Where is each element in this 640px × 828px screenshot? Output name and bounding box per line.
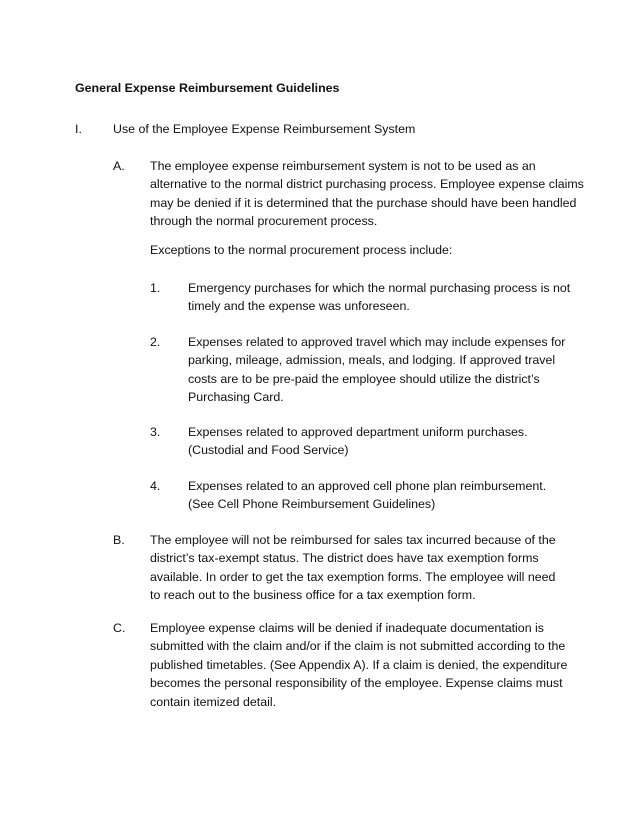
paragraph-line: The employee will not be reimbursed for sales tax incurred because of the [150,533,556,547]
list-item [188,279,570,316]
list-item-line: Expenses related to approved department uniform purchases. [188,425,528,439]
list-item-line: Expenses related to an approved cell phone plan reimbursement. [188,479,547,493]
subsection-b-marker: B. [113,533,125,547]
subsection-c-paragraph [150,619,567,711]
list-item [188,423,528,460]
document-title: General Expense Reimbursement Guidelines [75,81,340,95]
list-item-line: Emergency purchases for which the normal purchasing process is not [188,281,571,295]
list-item-line: Purchasing Card. [188,390,284,405]
paragraph-line: through the normal procurement process. [150,214,378,229]
exceptions-intro: Exceptions to the normal procurement process include: [150,243,453,257]
list-item-marker: 1. [150,281,161,295]
paragraph-line: The employee expense reimbursement system is not to be used as an [150,159,536,173]
list-item-marker: 4. [150,479,161,493]
subsection-c-marker: C. [113,621,126,635]
paragraph-line: may be denied if it is determined that the purchase should have been handled [150,195,577,210]
list-item-marker: 3. [150,425,161,439]
paragraph-line: available. In order to get the tax exemption forms. The employee will need [150,569,556,584]
subsection-a-paragraph [150,157,584,231]
section-heading: Use of the Employee Expense Reimbursement System [113,122,416,136]
paragraph-line: to reach out to the business office for a tax exemption form. [150,588,476,603]
list-item-line: Expenses related to approved travel which may include expenses for [188,335,566,349]
list-item [188,333,565,407]
list-item-line: (See Cell Phone Reimbursement Guidelines) [188,497,436,512]
subsection-b-paragraph [150,531,556,605]
list-item-line: costs are to be pre-paid the employee should utilize the district’s [188,371,540,386]
list-item-line: (Custodial and Food Service) [188,443,349,458]
subsection-a-marker: A. [113,159,125,173]
paragraph-line: submitted with the claim and/or if the claim is not submitted according to the [150,639,566,654]
paragraph-line: published timetables. (See Appendix A). If a claim is denied, the expenditure [150,657,568,672]
paragraph-line: Employee expense claims will be denied if inadequate documentation is [150,621,544,635]
list-item-marker: 2. [150,335,161,349]
list-item-line: parking, mileage, admission, meals, and lodging. If approved travel [188,353,556,368]
paragraph-line: alternative to the normal district purchasing process. Employee expense claims [150,177,584,192]
list-item-line: timely and the expense was unforeseen. [188,299,410,314]
list-item [188,477,546,514]
section-marker: I. [75,122,82,136]
paragraph-line: district’s tax-exempt status. The district does have tax exemption forms [150,551,539,566]
paragraph-line: contain itemized detail. [150,694,277,709]
paragraph-line: becomes the personal responsibility of the employee. Expense claims must [150,676,563,691]
